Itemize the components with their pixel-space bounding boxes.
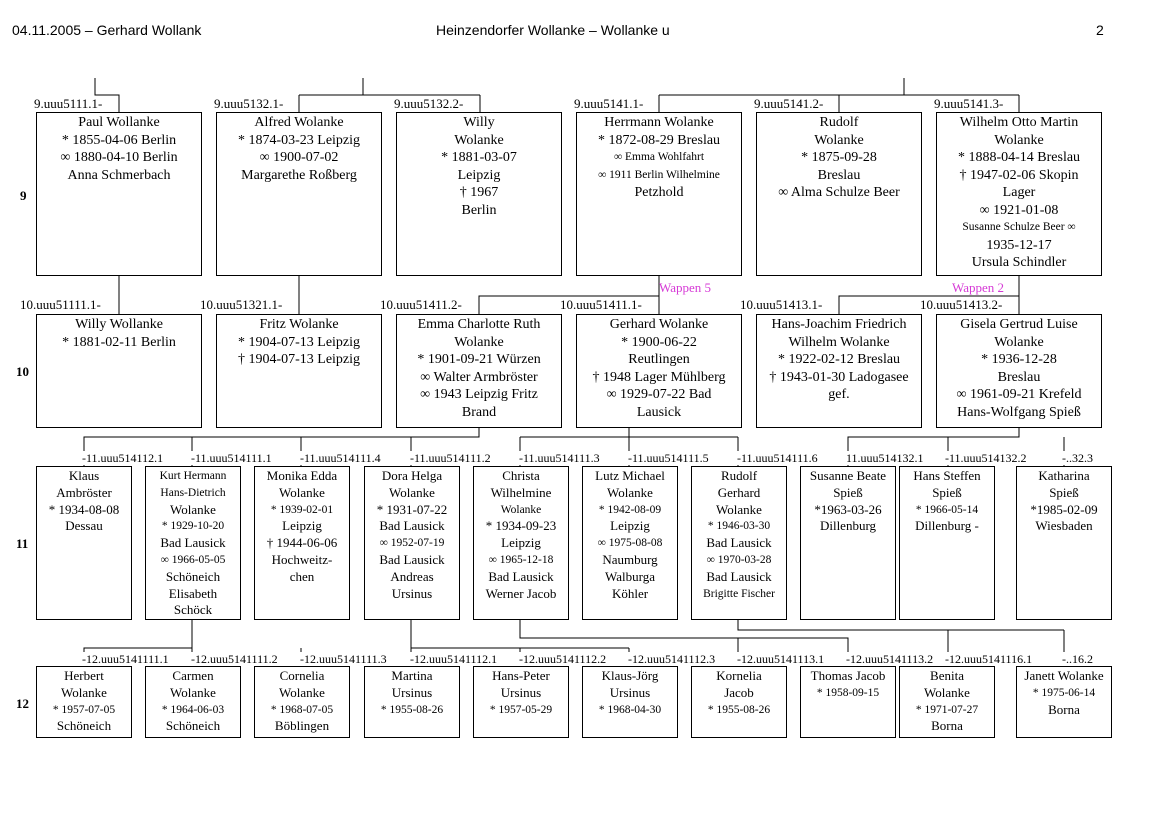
person-detail-line: Janett Wolanke — [1024, 668, 1104, 683]
person-detail-line: Wilhelmine — [490, 484, 552, 500]
person-id-label: 9.uuu5141.2- — [754, 96, 824, 111]
person-detail-line: Kornelia — [716, 668, 762, 683]
person-id-label: 9.uuu5111.1- — [34, 96, 103, 111]
person-detail-line: Wolanke — [924, 684, 970, 700]
person-detail-line: Ursinus — [391, 585, 433, 601]
person-id-label: 10.uuu51321.1- — [200, 297, 283, 312]
person-box — [36, 314, 202, 428]
person-box — [756, 112, 922, 276]
person-id-label: -12.uuu5141112.2 — [519, 652, 607, 666]
person-detail-line: * 1946-03-30 — [707, 520, 771, 533]
person-detail-line: Bad Lausick — [706, 535, 772, 551]
person-box — [396, 112, 562, 276]
person-detail-line: Köhler — [611, 585, 649, 601]
person-detail-line: Thomas Jacob — [810, 668, 886, 683]
person-id-label: -11.uuu514132.2 — [945, 451, 1027, 465]
person-detail-line: Leipzig — [610, 518, 650, 534]
person-detail-line: Wolanke — [170, 684, 216, 700]
person-detail-line: * 1942-08-09 — [598, 503, 662, 516]
person-detail-line: * 1964-06-03 — [161, 703, 225, 716]
person-box — [1016, 666, 1112, 738]
person-detail-line: * 1881-02-11 Berlin — [62, 334, 176, 350]
person-detail-line: Fritz Wolanke — [259, 317, 339, 332]
person-id-label: 10.uuu51413.1- — [740, 297, 823, 312]
person-detail-line: ∞ Emma Wohlfahrt — [613, 151, 705, 163]
person-id-label: -..32.3 — [1062, 451, 1093, 465]
person-detail-line: † 1944-06-06 — [266, 535, 338, 551]
person-detail-line: Hans-Peter — [492, 668, 550, 683]
person-detail-line: Ursinus — [609, 684, 651, 700]
person-detail-line: Dora Helga — [381, 468, 443, 483]
person-detail-line: gef. — [828, 387, 850, 402]
person-detail-line: Bad Lausick — [379, 551, 445, 567]
person-id-label: -..16.2 — [1062, 652, 1093, 666]
person-detail-line: * 1888-04-14 Breslau — [957, 150, 1081, 165]
person-id-label: -12.uuu5141111.3 — [300, 652, 387, 666]
person-detail-line: ∞ 1965-12-18 — [488, 553, 554, 566]
person-detail-line: Alfred Wolanke — [254, 115, 344, 130]
person-id-label: 9.uuu5141.3- — [934, 96, 1004, 111]
person-detail-line: † 1948 Lager Mühlberg — [592, 369, 726, 385]
person-detail-line: Bad Lausick — [706, 568, 772, 584]
person-box — [936, 112, 1102, 276]
person-detail-line: Wolanke — [500, 503, 542, 516]
person-detail-line: Wolanke — [814, 132, 864, 148]
person-detail-line: Dillenburg - — [915, 518, 979, 534]
person-id-label: -12.uuu5141113.1 — [737, 652, 825, 666]
person-detail-line: Wolanke — [279, 484, 325, 500]
person-detail-line: Schöneich — [165, 568, 221, 584]
person-id-label: -11.uuu514111.1 — [191, 451, 272, 465]
person-detail-line: Breslau — [817, 167, 861, 183]
person-detail-line: Hans-Joachim Friedrich — [771, 317, 907, 332]
person-detail-line: † 1943-01-30 Ladogasee — [769, 369, 909, 385]
person-detail-line: Lager — [1002, 185, 1036, 200]
person-detail-line: Kurt Hermann — [159, 470, 227, 482]
person-detail-line: Wolanke — [61, 684, 107, 700]
person-detail-line: † 1967 — [459, 185, 499, 200]
person-detail-line: ∞ Alma Schulze Beer — [778, 185, 900, 200]
person-id-label: -11.uuu514111.2 — [410, 451, 491, 465]
person-detail-line: * 1901-09-21 Würzen — [417, 352, 541, 367]
person-detail-line: Hochweitz- — [271, 551, 333, 567]
person-detail-line: Schöck — [173, 602, 213, 618]
person-detail-line: Susanne Beate — [809, 468, 887, 483]
person-detail-line: Monika Edda — [266, 468, 338, 483]
person-detail-line: Herbert — [64, 668, 104, 683]
person-detail-line: Klaus-Jörg — [601, 668, 659, 683]
person-box — [254, 466, 350, 620]
person-detail-line: Martina — [391, 668, 433, 683]
person-box — [216, 314, 382, 428]
person-detail-line: Werner Jacob — [485, 585, 557, 601]
person-id-label: -12.uuu5141111.2 — [191, 652, 278, 666]
person-detail-line: Brigitte Fischer — [703, 587, 775, 600]
person-detail-line: Walburga — [605, 568, 655, 584]
person-detail-line: * 1955-08-26 — [707, 703, 771, 716]
person-detail-line: Spieß — [833, 484, 863, 500]
person-box — [800, 666, 896, 738]
person-detail-line: Wilhelm Wolanke — [788, 334, 890, 350]
person-box — [254, 666, 350, 738]
person-id-label: 9.uuu5141.1- — [574, 96, 644, 111]
person-id-label: -12.uuu5141116.1 — [945, 652, 1033, 666]
person-detail-line: * 1875-09-28 — [801, 150, 877, 165]
person-detail-line: Gerhard — [717, 484, 761, 500]
person-box — [576, 314, 742, 428]
person-detail-line: Wolanke — [716, 501, 762, 517]
person-detail-line: * 1936-12-28 — [981, 352, 1057, 367]
person-detail-line: * 1957-07-05 — [52, 703, 116, 716]
person-detail-line: * 1931-07-22 — [376, 501, 448, 517]
person-detail-line: ∞ 1921-01-08 — [979, 202, 1059, 218]
person-detail-line: * 1957-05-29 — [489, 703, 553, 716]
person-detail-line: Margarethe Roßberg — [241, 167, 357, 183]
person-detail-line: ∞ 1961-09-21 Krefeld — [956, 387, 1082, 402]
person-box — [145, 466, 241, 620]
person-detail-line: * 1975-06-14 — [1032, 686, 1096, 699]
person-detail-line: * 1966-05-14 — [915, 503, 979, 516]
person-box — [800, 466, 896, 620]
person-detail-line: * 1900-06-22 — [621, 334, 697, 350]
person-box — [216, 112, 382, 276]
header-left: 04.11.2005 – Gerhard Wollank — [12, 22, 202, 38]
person-detail-line: Carmen — [172, 668, 214, 683]
person-detail-line: Leipzig — [457, 167, 501, 183]
person-detail-line: *1985-02-09 — [1030, 501, 1098, 517]
wappen-5-label: Wappen 5 — [659, 280, 712, 295]
person-box — [582, 466, 678, 620]
generation-label-10: 10 — [16, 364, 29, 379]
person-detail-line: Leipzig — [282, 518, 322, 534]
person-detail-line: Lausick — [636, 404, 682, 420]
person-id-label: -11.uuu514112.1 — [82, 451, 164, 465]
person-detail-line: * 1939-02-01 — [270, 503, 334, 516]
person-detail-line: ∞ 1911 Berlin Wilhelmine — [598, 168, 720, 181]
person-detail-line: ∞ 1975-08-08 — [597, 537, 663, 550]
person-box — [691, 466, 787, 620]
person-detail-line: Ursinus — [500, 684, 542, 700]
person-detail-line: * 1855-04-06 Berlin — [61, 132, 177, 148]
person-id-label: -11.uuu514111.6 — [737, 451, 818, 465]
person-detail-line: *1963-03-26 — [814, 501, 882, 517]
person-detail-line: Ursinus — [391, 684, 433, 700]
person-detail-line: Gisela Gertrud Luise — [960, 317, 1078, 332]
person-detail-line: Borna — [931, 718, 963, 734]
person-detail-line: Jacob — [724, 684, 754, 700]
person-detail-line: Paul Wollanke — [78, 115, 160, 130]
person-box — [691, 666, 787, 738]
person-box — [473, 466, 569, 620]
person-detail-line: Andreas — [390, 568, 434, 584]
person-detail-line: * 1971-07-27 — [915, 703, 979, 716]
person-detail-line: Herrmann Wolanke — [604, 115, 714, 130]
person-detail-line: Wolanke — [994, 334, 1044, 350]
header-center: Heinzendorfer Wollanke – Wollanke u — [436, 22, 670, 38]
person-detail-line: Emma Charlotte Ruth — [417, 317, 541, 332]
page-number: 2 — [1096, 22, 1104, 38]
person-detail-line: Böblingen — [274, 718, 330, 734]
person-detail-line: Wolanke — [279, 684, 325, 700]
generation-label-11: 11 — [16, 536, 29, 551]
person-box — [364, 466, 460, 620]
person-detail-line: * 1922-02-12 Breslau — [777, 352, 901, 367]
generation-label-12: 12 — [16, 696, 29, 711]
person-box — [36, 466, 132, 620]
person-id-label: -12.uuu5141112.3 — [628, 652, 716, 666]
generation-label-9: 9 — [20, 188, 27, 203]
person-detail-line: ∞ 1900-07-02 — [259, 150, 339, 165]
person-id-label: -11.uuu514111.5 — [628, 451, 709, 465]
person-box — [576, 112, 742, 276]
person-detail-line: * 1968-04-30 — [598, 703, 662, 716]
person-detail-line: * 1955-08-26 — [380, 703, 444, 716]
person-detail-line: Willy Wollanke — [75, 317, 163, 332]
person-detail-line: * 1929-10-20 — [161, 520, 225, 533]
person-detail-line: Naumburg — [602, 551, 658, 567]
person-detail-line: * 1958-09-15 — [816, 686, 880, 699]
person-id-label: 9.uuu5132.2- — [394, 96, 464, 111]
person-detail-line: Hans-Wolfgang Spieß — [957, 404, 1081, 420]
person-detail-line: Cornelia — [279, 668, 325, 683]
person-id-label: 10.uuu51411.1- — [560, 297, 642, 312]
person-id-label: -12.uuu5141111.1 — [82, 652, 169, 666]
person-detail-line: Gerhard Wolanke — [609, 317, 709, 332]
person-detail-line: Spieß — [1049, 484, 1079, 500]
person-detail-line: Petzhold — [634, 185, 684, 200]
person-detail-line: chen — [289, 568, 315, 584]
person-box — [936, 314, 1102, 428]
person-detail-line: 1935-12-17 — [986, 237, 1052, 253]
person-detail-line: Benita — [930, 668, 964, 683]
person-detail-line: † 1904-07-13 Leipzig — [237, 352, 361, 367]
person-detail-line: Wolanke — [454, 132, 504, 148]
person-detail-line: Hans Steffen — [913, 468, 981, 483]
person-detail-line: Wolanke — [454, 334, 504, 350]
person-detail-line: * 1934-08-08 — [48, 501, 120, 517]
person-detail-line: Klaus — [68, 468, 100, 483]
person-detail-line: Dessau — [65, 518, 103, 534]
person-detail-line: Wolanke — [994, 132, 1044, 148]
person-detail-line: ∞ 1966-05-05 — [160, 553, 226, 566]
person-detail-line: * 1874-03-23 Leipzig — [237, 132, 361, 148]
person-detail-line: Susanne Schulze Beer ∞ — [962, 221, 1076, 233]
person-detail-line: Elisabeth — [168, 585, 218, 601]
person-detail-line: Berlin — [461, 202, 497, 218]
person-detail-line: Hans-Dietrich — [160, 486, 226, 499]
person-detail-line: Breslau — [997, 369, 1041, 385]
person-id-label: -11.uuu514111.3 — [519, 451, 600, 465]
person-detail-line: Ambröster — [56, 484, 112, 500]
person-detail-line: Rudolf — [819, 115, 859, 130]
person-id-label: 11.uuu514132.1 — [846, 451, 924, 465]
person-box — [396, 314, 562, 428]
person-detail-line: ∞ 1943 Leipzig Fritz — [420, 387, 538, 402]
person-id-label: 9.uuu5132.1- — [214, 96, 284, 111]
person-id-label: -11.uuu514111.4 — [300, 451, 381, 465]
person-detail-line: * 1968-07-05 — [270, 703, 334, 716]
person-detail-line: Wiesbaden — [1035, 518, 1093, 534]
person-detail-line: Rudolf — [720, 468, 758, 483]
person-detail-line: Wolanke — [389, 484, 435, 500]
person-detail-line: ∞ 1952-07-19 — [379, 537, 445, 550]
person-id-label: -12.uuu5141112.1 — [410, 652, 498, 666]
person-box — [756, 314, 922, 428]
person-detail-line: Christa — [502, 468, 540, 483]
person-detail-line: Schöneich — [56, 718, 112, 734]
person-detail-line: ∞ 1880-04-10 Berlin — [60, 150, 178, 165]
person-detail-line: Bad Lausick — [379, 518, 445, 534]
person-detail-line: Wolanke — [607, 484, 653, 500]
person-detail-line: Spieß — [932, 484, 962, 500]
person-id-label: -12.uuu5141113.2 — [846, 652, 934, 666]
person-detail-line: ∞ 1970-03-28 — [706, 553, 772, 566]
person-box — [36, 666, 132, 738]
person-box — [36, 112, 202, 276]
person-detail-line: Willy — [463, 115, 495, 130]
person-detail-line: Wilhelm Otto Martin — [959, 115, 1079, 130]
person-detail-line: Katharina — [1038, 468, 1090, 483]
person-detail-line: * 1934-09-23 — [485, 518, 557, 534]
person-detail-line: * 1881-03-07 — [441, 150, 517, 165]
person-id-label: 10.uuu51413.2- — [920, 297, 1003, 312]
person-detail-line: Bad Lausick — [160, 535, 226, 551]
person-detail-line: Borna — [1048, 701, 1080, 717]
person-detail-line: † 1947-02-06 Skopin — [959, 167, 1079, 183]
person-box — [899, 466, 995, 620]
wappen-2-label: Wappen 2 — [952, 280, 1005, 295]
person-detail-line: * 1904-07-13 Leipzig — [237, 334, 361, 350]
person-detail-line: Wolanke — [170, 501, 216, 517]
person-detail-line: Lutz Michael — [595, 468, 665, 483]
person-box — [1016, 466, 1112, 620]
person-detail-line: ∞ 1929-07-22 Bad — [606, 387, 712, 402]
person-box — [473, 666, 569, 738]
person-detail-line: Leipzig — [501, 535, 541, 551]
person-detail-line: * 1872-08-29 Breslau — [597, 132, 721, 148]
person-detail-line: Ursula Schindler — [971, 255, 1067, 270]
person-detail-line: Anna Schmerbach — [67, 167, 171, 183]
person-detail-line: Schöneich — [165, 718, 221, 734]
person-detail-line: Bad Lausick — [488, 568, 554, 584]
person-detail-line: Brand — [461, 404, 497, 420]
person-detail-line: ∞ Walter Armbröster — [420, 369, 538, 385]
person-id-label: 10.uuu51111.1- — [20, 297, 101, 312]
person-detail-line: Reutlingen — [628, 352, 690, 367]
person-box — [899, 666, 995, 738]
person-box — [145, 666, 241, 738]
person-id-label: 10.uuu51411.2- — [380, 297, 462, 312]
person-box — [582, 666, 678, 738]
person-box — [364, 666, 460, 738]
person-detail-line: Dillenburg — [819, 518, 877, 534]
